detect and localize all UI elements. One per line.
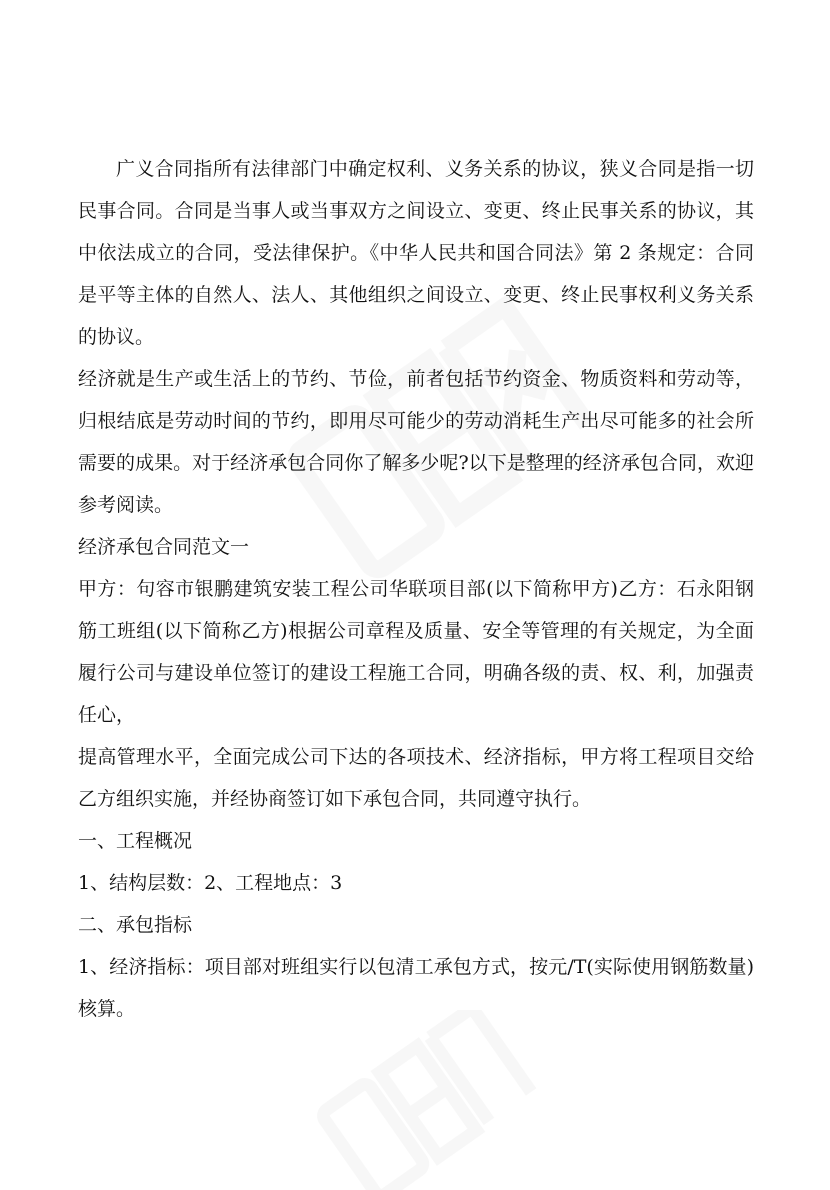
economy-paragraph: 经济就是生产或生活上的节约、节俭，前者包括节约资金、物质资料和劳动等，归根结底是劳动时间的节约，即用尽可能少的劳动消耗生产出尽可能多的社会所需要的成果。对于经济承包合同你了解多少呢?以下是整理的经济承包合同，欢迎参考阅读。 [78,368,754,516]
purpose-paragraph: 提高管理水平，全面完成公司下达的各项技术、经济指标，甲方将工程项目交给乙方组织实施，并经协商签订如下承包合同，共同遵守执行。 [78,746,754,810]
parties-paragraph: 甲方：句容市银鹏建筑安装工程公司华联项目部(以下简称甲方)乙方：石永阳钢筋工班组(以下简称乙方)根据公司章程及质量、安全等管理的有关规定，为全面履行公司与建设单位签订的建设工程施工合同，明确各级的责、权、利，加强责任心， [78,578,754,726]
overview-item: 1、结构层数：2、工程地点：3 [78,872,343,894]
document-body [78,148,754,1030]
section-title: 经济承包合同范文一 [78,536,250,558]
intro-paragraph: 广义合同指所有法律部门中确定权利、义务关系的协议，狭义合同是指一切民事合同。合同是当事人或当事双方之间设立、变更、终止民事关系的协议，其中依法成立的合同，受法律保护。《中华人民共和国合同法》第 2 条规定：合同是平等主体的自然人、法人、其他组织之间设立、变更、终止民事权利义务关系的协议。 [78,158,754,348]
target-item: 1、经济指标：项目部对班组实行以包清工承包方式，按元/T(实际使用钢筋数量)核算。 [78,956,754,1020]
heading-contract-targets: 二、承包指标 [78,914,193,936]
watermark-logo-icon [300,1010,560,1190]
heading-project-overview: 一、工程概况 [78,830,193,852]
